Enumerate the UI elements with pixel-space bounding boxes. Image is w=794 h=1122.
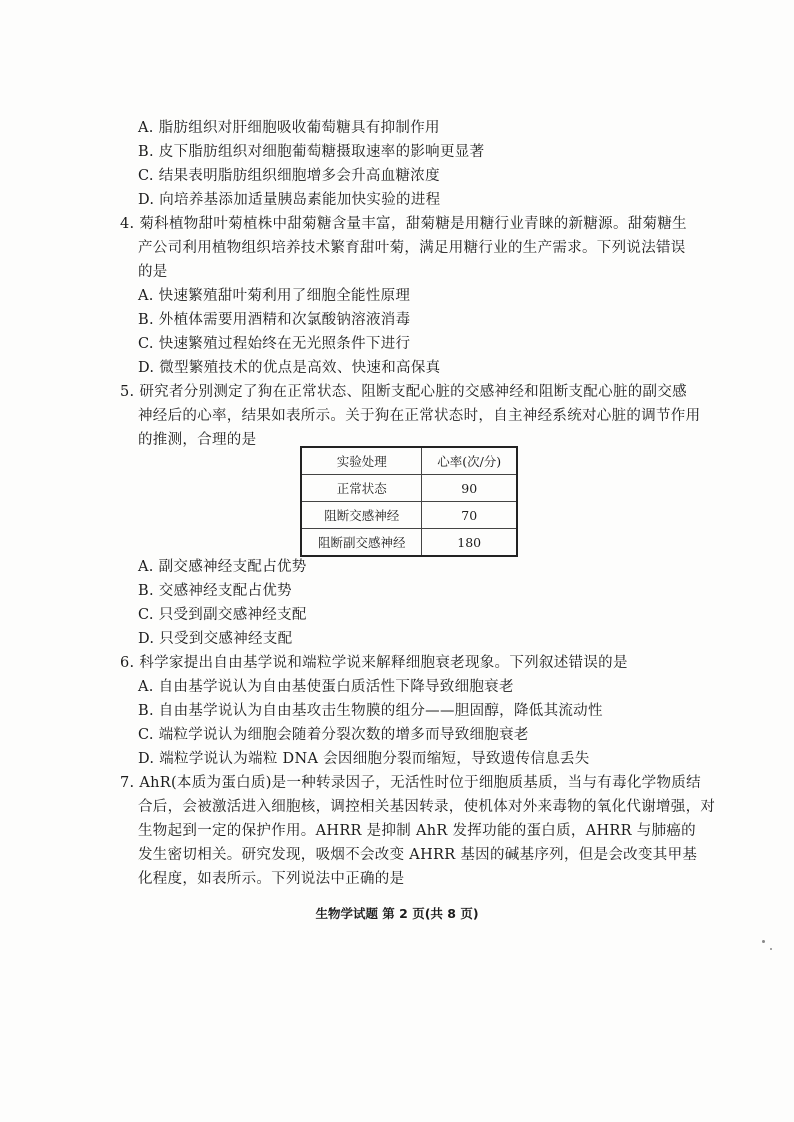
q4-option-b: B. 外植体需要用酒精和次氯酸钠溶液消毒 — [138, 312, 411, 328]
table-row — [301, 475, 517, 502]
table-cell: 70 — [422, 502, 517, 529]
q5-option-b: B. 交感神经支配占优势 — [138, 583, 292, 599]
q6-option-b: B. 自由基学说认为自由基攻击生物膜的组分——胆固醇，降低其流动性 — [138, 703, 603, 719]
table-header-row — [301, 447, 517, 475]
q5-option-a: A. 副交感神经支配占优势 — [138, 559, 307, 575]
table-cell: 正常状态 — [301, 475, 422, 502]
q4-stem-line-1: 4. 菊科植物甜叶菊植株中甜菊糖含量丰富，甜菊糖是用糖行业青睐的新糖源。甜菊糖生 — [120, 216, 687, 232]
table-cell: 90 — [422, 475, 517, 502]
q5-option-c: C. 只受到副交感神经支配 — [138, 607, 307, 623]
table-cell: 阻断交感神经 — [301, 502, 422, 529]
q7-stem-line-5: 化程度，如表所示。下列说法中正确的是 — [138, 871, 405, 887]
q7-stem-line-3: 生物起到一定的保护作用。AHRR 是抑制 AhR 发挥功能的蛋白质，AHRR 与肺癌的 — [138, 823, 696, 839]
q3-option-a: A. 脂肪组织对肝细胞吸收葡萄糖具有抑制作用 — [138, 120, 440, 136]
q7-stem-line-1: 7. AhR(本质为蛋白质)是一种转录因子，无活性时位于细胞质基质，当与有毒化学物质结 — [120, 775, 701, 791]
q6-option-a: A. 自由基学说认为自由基使蛋白质活性下降导致细胞衰老 — [138, 679, 514, 695]
q5-option-d: D. 只受到交感神经支配 — [138, 631, 293, 647]
q4-option-d: D. 微型繁殖技术的优点是高效、快速和高保真 — [138, 360, 441, 376]
scan-speck — [762, 940, 765, 943]
table-header-cell: 实验处理 — [301, 447, 422, 475]
table-header-cell: 心率(次/分) — [422, 447, 517, 475]
q6-option-c: C. 端粒学说认为细胞会随着分裂次数的增多而导致细胞衰老 — [138, 727, 529, 743]
q5-stem-line-1: 5. 研究者分别测定了狗在正常状态、阻断支配心脏的交感神经和阻断支配心脏的副交感 — [120, 384, 687, 400]
q5-stem-line-2: 神经后的心率，结果如表所示。关于狗在正常状态时，自主神经系统对心脏的调节作用 — [138, 408, 701, 424]
q4-option-c: C. 快速繁殖过程始终在无光照条件下进行 — [138, 336, 411, 352]
q3-option-c: C. 结果表明脂肪组织细胞增多会升高血糖浓度 — [138, 168, 440, 184]
q6-option-d: D. 端粒学说认为端粒 DNA 会因细胞分裂而缩短，导致遗传信息丢失 — [138, 751, 590, 767]
table-cell: 阻断副交感神经 — [301, 529, 422, 557]
q6-stem-line-1: 6. 科学家提出自由基学说和端粒学说来解释细胞衰老现象。下列叙述错误的是 — [120, 655, 628, 671]
table-row — [301, 502, 517, 529]
page-footer: 生物学试题 第 2 页(共 8 页) — [315, 906, 479, 921]
q4-option-a: A. 快速繁殖甜叶菊利用了细胞全能性原理 — [138, 288, 411, 304]
scan-speck — [770, 948, 772, 950]
q5-stem-line-3: 的推测，合理的是 — [138, 432, 257, 448]
q3-option-d: D. 向培养基添加适量胰岛素能加快实验的进程 — [138, 192, 441, 208]
q4-stem-line-2: 产公司利用植物组织培养技术繁育甜叶菊，满足用糖行业的生产需求。下列说法错误 — [138, 240, 686, 256]
table-cell: 180 — [422, 529, 517, 557]
table-row — [301, 529, 517, 557]
q4-stem-line-3: 的是 — [138, 264, 168, 280]
q3-option-b: B. 皮下脂肪组织对细胞葡萄糖摄取速率的影响更显著 — [138, 144, 485, 160]
q7-stem-line-2: 合后，会被激活进入细胞核，调控相关基因转录，使机体对外来毒物的氧化代谢增强，对 — [138, 799, 716, 815]
q7-stem-line-4: 发生密切相关。研究发现，吸烟不会改变 AHRR 基因的碱基序列，但是会改变其甲基 — [138, 847, 698, 863]
heart-rate-table — [300, 446, 518, 557]
